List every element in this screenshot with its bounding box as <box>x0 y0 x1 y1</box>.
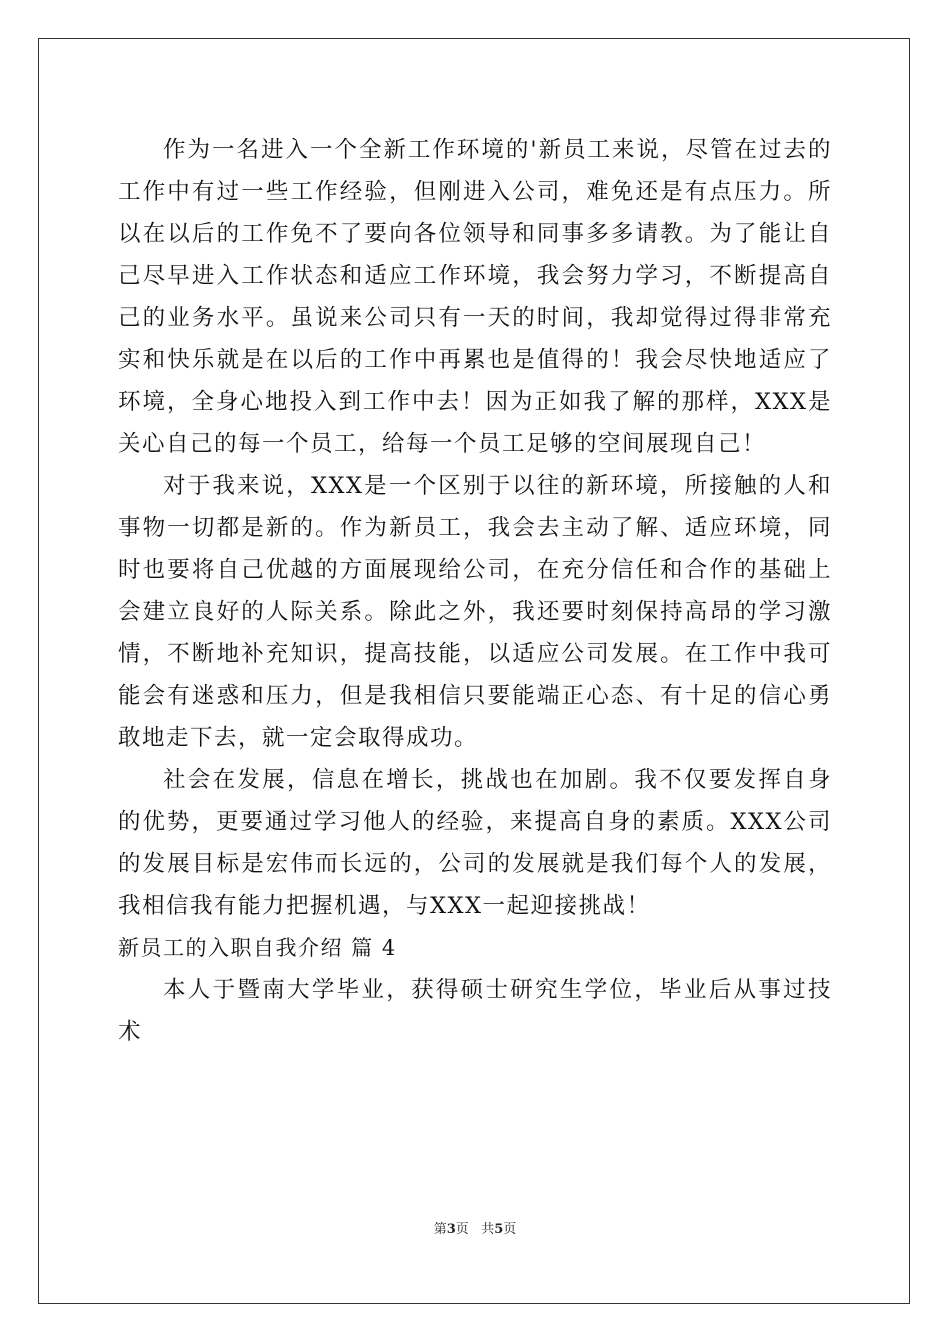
paragraph-3: 社会在发展，信息在增长，挑战也在加剧。我不仅要发挥自身的优势，更要通过学习他人的经验，来提高自身的素质。XXX公司的发展目标是宏伟而长远的，公司的发展就是我们每个人的发展，我相信我有能力把握机遇，与XXX一起迎接挑战！ <box>118 767 832 919</box>
footer-page-suffix: 页 <box>455 1222 469 1237</box>
footer-total-suffix: 页 <box>503 1222 517 1237</box>
paragraph-4: 本人于暨南大学毕业，获得硕士研究生学位，毕业后从事过技术 <box>118 977 832 1045</box>
document-body <box>118 129 832 1053</box>
page-footer <box>0 1218 950 1237</box>
footer-page-prefix: 第 <box>433 1222 447 1237</box>
footer-total-prefix: 共 <box>481 1222 495 1237</box>
section-heading: 新员工的入职自我介绍 篇 4 <box>118 936 397 960</box>
footer-total-number: 5 <box>494 1222 504 1237</box>
paragraph-2: 对于我来说，XXX是一个区别于以往的新环境，所接触的人和事物一切都是新的。作为新员工，我会去主动了解、适应环境，同时也要将自己优越的方面展现给公司，在充分信任和合作的基础上会建立良好的人际关系。除此之外，我还要时刻保持高昂的学习激情，不断地补充知识，提高技能，以适应公司发展。在工作中我可能会有迷惑和压力，但是我相信只要能端正心态、有十足的信心勇敢地走下去，就一定会取得成功。 <box>118 473 832 751</box>
footer-page-number: 3 <box>446 1222 456 1237</box>
paragraph-1: 作为一名进入一个全新工作环境的'新员工来说，尽管在过去的工作中有过一些工作经验，但刚进入公司，难免还是有点压力。所以在以后的工作免不了要向各位领导和同事多多请教。为了能让自己尽早进入工作状态和适应工作环境，我会努力学习，不断提高自己的业务水平。虽说来公司只有一天的时间，我却觉得过得非常充实和快乐就是在以后的工作中再累也是值得的！我会尽快地适应了环境，全身心地投入到工作中去！因为正如我了解的那样，XXX是关心自己的每一个员工，给每一个员工足够的空间展现自己！ <box>118 137 832 457</box>
